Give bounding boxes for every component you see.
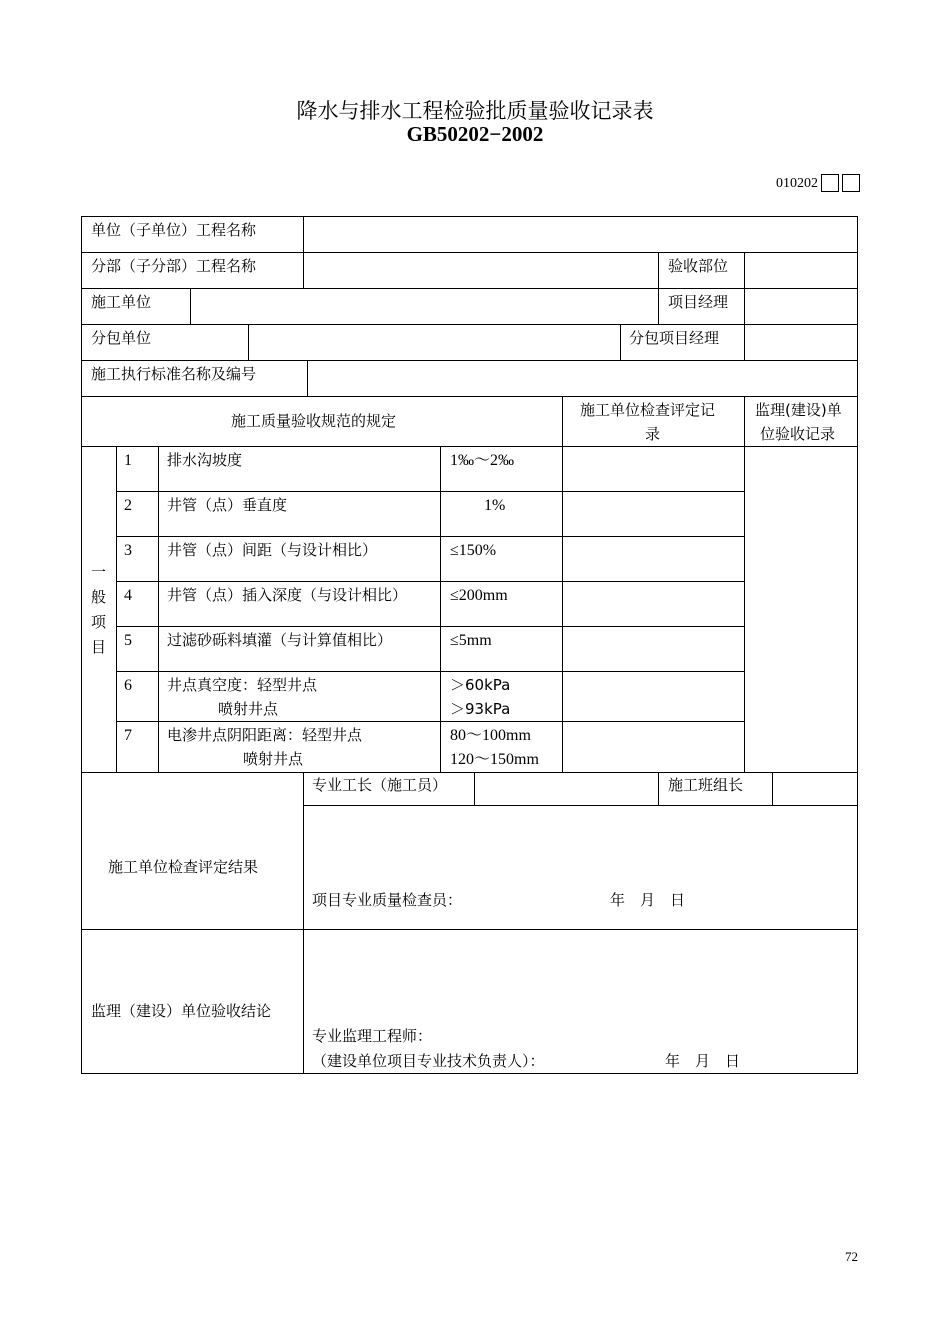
result-date: 年 月 日 xyxy=(610,891,686,909)
item-2-no: 2 xyxy=(124,497,132,514)
label-team-leader: 施工班组长 xyxy=(668,776,744,794)
header-spec: 施工质量验收规范的规定 xyxy=(231,412,397,430)
header-check-record-line2: 录 xyxy=(645,425,661,443)
item-1-no: 1 xyxy=(124,452,132,469)
label-supervision-conclusion: 监理（建设）单位验收结论 xyxy=(91,1002,272,1020)
item-6-check-record[interactable] xyxy=(563,672,744,721)
general-label-char-2: 般 xyxy=(91,588,107,606)
item-3-no: 3 xyxy=(124,542,132,559)
item-6-value-line2: ＞93kPa xyxy=(450,700,511,718)
item-7-value: 80～100mm xyxy=(450,727,531,744)
item-7-value-line2: 120～150mm xyxy=(450,751,539,768)
item-7-name: 电渗井点阴阳距离：轻型井点 xyxy=(167,726,363,744)
label-subcontract-unit: 分包单位 xyxy=(91,329,152,347)
item-5-name: 过滤砂砾料填灌（与计算值相比） xyxy=(167,631,393,649)
subcontract-manager-field[interactable] xyxy=(745,325,857,360)
item-7-no: 7 xyxy=(124,727,132,744)
label-sub-project: 分部（子分部）工程名称 xyxy=(91,257,257,275)
label-foreman: 专业工长（施工员） xyxy=(312,776,448,794)
unit-project-field[interactable] xyxy=(304,217,857,252)
supervision-record-field[interactable] xyxy=(745,447,857,772)
label-inspector: 项目专业质量检查员： xyxy=(312,891,463,909)
general-label-char-4: 目 xyxy=(91,638,107,656)
form-number-box-1[interactable] xyxy=(821,174,839,192)
subcontract-unit-field[interactable] xyxy=(249,325,620,360)
label-accept-part: 验收部位 xyxy=(668,257,729,275)
header-supervision-line1: 监理(建设)单 xyxy=(755,401,842,419)
standard-field[interactable] xyxy=(308,361,857,396)
label-construction-unit: 施工单位 xyxy=(91,293,152,311)
header-supervision-line2: 位验收记录 xyxy=(760,425,836,443)
form-number-text: 010202 xyxy=(776,176,818,191)
general-label-char-1: 一 xyxy=(91,563,107,581)
item-7-name-line2: 喷射井点 xyxy=(243,750,304,768)
accept-part-field[interactable] xyxy=(745,253,857,288)
item-2-check-record[interactable] xyxy=(563,492,744,536)
sub-project-field[interactable] xyxy=(304,253,658,288)
item-6-name: 井点真空度：轻型井点 xyxy=(167,676,318,694)
header-check-record-line1: 施工单位检查评定记 xyxy=(580,401,716,419)
item-1-value: 1‰～2‰ xyxy=(450,452,515,469)
label-owner-representative: （建设单位项目专业技术负责人）： xyxy=(312,1052,545,1070)
form-standard-code: GB50202−2002 xyxy=(406,122,544,146)
label-project-manager: 项目经理 xyxy=(668,293,729,311)
form-title: 降水与排水工程检验批质量验收记录表 xyxy=(296,99,654,123)
label-check-result: 施工单位检查评定结果 xyxy=(108,858,259,876)
item-4-check-record[interactable] xyxy=(563,582,744,626)
item-3-name: 井管（点）间距（与设计相比） xyxy=(167,541,378,559)
item-5-no: 5 xyxy=(124,632,132,649)
item-6-value: ＞60kPa xyxy=(450,676,511,694)
page-number: 72 xyxy=(845,1249,858,1264)
item-5-check-record[interactable] xyxy=(563,627,744,671)
item-4-name: 井管（点）插入深度（与设计相比） xyxy=(167,586,408,604)
general-label-char-3: 项 xyxy=(91,613,107,631)
label-standard: 施工执行标准名称及编号 xyxy=(91,365,257,383)
form-number-box-2[interactable] xyxy=(842,174,860,192)
team-leader-field[interactable] xyxy=(773,773,857,805)
item-6-name-line2: 喷射井点 xyxy=(218,700,279,718)
item-3-check-record[interactable] xyxy=(563,537,744,581)
foreman-field[interactable] xyxy=(475,773,658,805)
item-2-name: 井管（点）垂直度 xyxy=(167,496,288,514)
conclusion-date: 年 月 日 xyxy=(665,1052,741,1070)
item-1-check-record[interactable] xyxy=(563,447,744,491)
item-3-value: ≤150% xyxy=(450,542,497,559)
item-4-no: 4 xyxy=(124,587,132,604)
item-6-no: 6 xyxy=(124,677,132,694)
label-subcontract-manager: 分包项目经理 xyxy=(629,329,720,347)
item-2-value: 1% xyxy=(484,497,506,514)
project-manager-field[interactable] xyxy=(745,289,857,324)
item-7-check-record[interactable] xyxy=(563,722,744,772)
item-1-name: 排水沟坡度 xyxy=(167,451,243,469)
form-number xyxy=(776,174,860,192)
label-supervising-engineer: 专业监理工程师： xyxy=(312,1027,433,1045)
construction-unit-field[interactable] xyxy=(191,289,658,324)
label-unit-project: 单位（子单位）工程名称 xyxy=(91,221,257,239)
item-4-value: ≤200mm xyxy=(450,587,508,604)
item-5-value: ≤5mm xyxy=(450,632,492,649)
